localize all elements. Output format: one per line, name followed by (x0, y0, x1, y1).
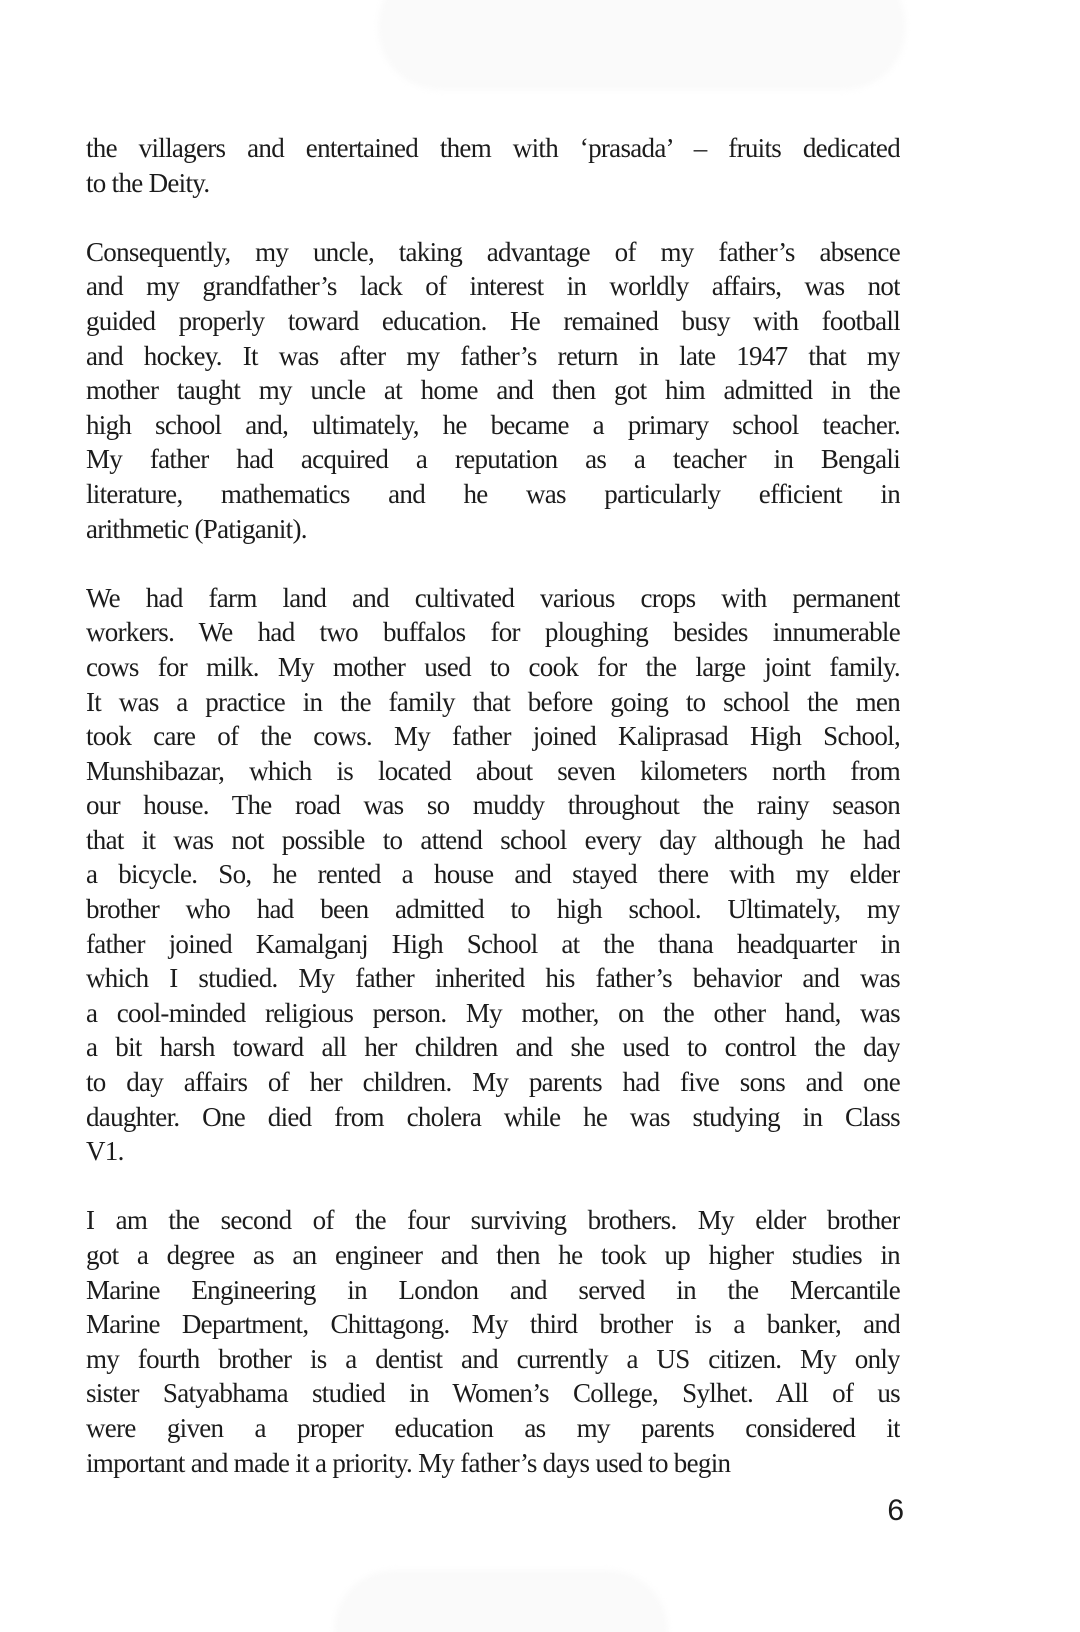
text-line: Marine Department, Chittagong. My third brother is a banker, and (86, 1309, 900, 1340)
text-line: sister Satyabhama studied in Women’s College, Sylhet. All of us (86, 1378, 900, 1409)
text-line: that it was not possible to attend school every day although he had (86, 824, 900, 855)
text-line: My father had acquired a reputation as a teacher in Bengali (86, 444, 900, 475)
text-line: literature, mathematics and he was particularly efficient in (86, 478, 900, 509)
text-line: a bicycle. So, he rented a house and stayed there with my elder (86, 859, 900, 890)
text-line: arithmetic (Patiganit). (86, 513, 307, 544)
text-line: Consequently, my uncle, taking advantage of my father’s absence (86, 236, 900, 267)
text-line: which I studied. My father inherited his father’s behavior and was (86, 963, 900, 994)
text-line: brother who had been admitted to high school. Ultimately, my (86, 894, 900, 925)
text-line: to the Deity. (86, 167, 210, 198)
page-number: 6 (887, 1494, 904, 1527)
text-line: important and made it a priority. My father’s days used to begin (86, 1447, 731, 1478)
text-line: got a degree as an engineer and then he took up higher studies in (86, 1240, 900, 1270)
text-line: the villagers and entertained them with ‘prasada’ – fruits dedicated (86, 133, 900, 163)
text-line: I am the second of the four surviving brothers. My elder brother (86, 1205, 900, 1236)
text-line: my fourth brother is a dentist and currently a US citizen. My only (86, 1343, 900, 1374)
text-line: a bit harsh toward all her children and she used to control the day (86, 1032, 900, 1063)
text-line: We had farm land and cultivated various crops with permanent (86, 582, 900, 613)
scan-artifact-bottom (334, 1570, 668, 1632)
text-line: and hockey. It was after my father’s return in late 1947 that my (86, 340, 900, 371)
text-line: a cool-minded religious person. My mother, on the other hand, was (86, 997, 900, 1028)
text-line: V1. (86, 1136, 124, 1167)
text-line: guided properly toward education. He remained busy with football (86, 305, 900, 336)
text-line: It was a practice in the family that before going to school the men (86, 686, 900, 717)
text-line: Marine Engineering in London and served in the Mercantile (86, 1274, 900, 1305)
paragraph (86, 235, 900, 546)
paragraph (86, 581, 900, 1169)
page-body (86, 131, 900, 1480)
scan-artifact-top (378, 0, 906, 90)
paragraph (86, 131, 900, 200)
text-line: daughter. One died from cholera while he was studying in Class (86, 1101, 900, 1132)
text-line: our house. The road was so muddy throughout the rainy season (86, 790, 900, 821)
text-line: took care of the cows. My father joined Kaliprasad High School, (86, 721, 900, 752)
text-line: workers. We had two buffalos for ploughing besides innumerable (86, 617, 900, 648)
text-line: Munshibazar, which is located about seven kilometers north from (86, 755, 900, 786)
text-line: father joined Kamalganj High School at the thana headquarter in (86, 928, 900, 959)
paragraph (86, 1203, 900, 1480)
text-line: high school and, ultimately, he became a primary school teacher. (86, 409, 900, 440)
text-line: mother taught my uncle at home and then got him admitted in the (86, 375, 900, 406)
text-line: were given a proper education as my parents considered it (86, 1412, 900, 1443)
text-line: and my grandfather’s lack of interest in worldly affairs, was not (86, 271, 900, 302)
text-line: to day affairs of her children. My parents had five sons and one (86, 1067, 900, 1098)
text-line: cows for milk. My mother used to cook for the large joint family. (86, 651, 900, 682)
